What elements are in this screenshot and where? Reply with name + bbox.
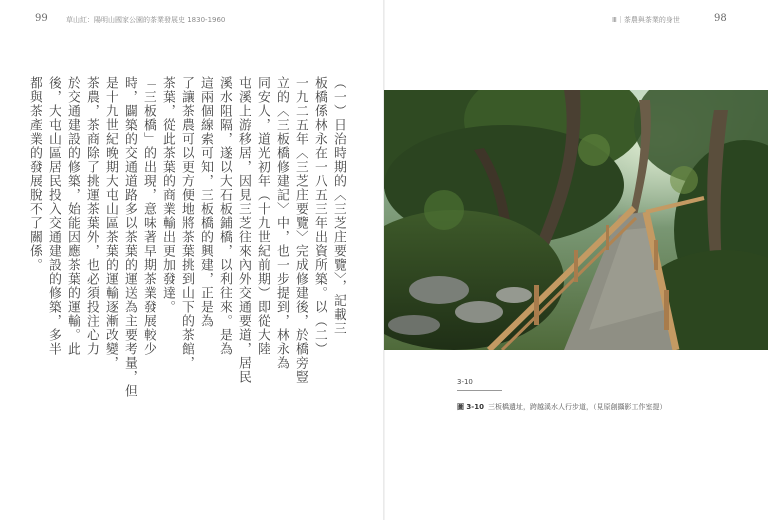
left-running-title: 草山紅：陽明山國家公園的茶業發展史 1830-1960 — [66, 16, 226, 24]
body-column: 是十九世紀晚期大屯山區茶葉的運輸逐漸改變， — [103, 76, 118, 370]
body-column: 屯溪上游移居，因見三芝往來內外交通要道，居民 — [236, 76, 251, 384]
body-column: 溪水阻隔，遂以大石板鋪橋，以利往來。是為 — [217, 76, 232, 356]
caption-divider — [457, 390, 502, 391]
body-column: 都與茶產業的發展脫不了關係。 — [27, 76, 42, 272]
body-column: 茶葉，從此茶葉的商業輸出更加發達。 — [160, 76, 175, 314]
right-running-title: Ⅲ｜茶農與茶業的身世 — [612, 16, 680, 24]
body-column: 後，大屯山區居民投入交通建設的修築，多半 — [46, 76, 61, 356]
body-column: （一）日治時期的〈三芝庄要覽〉，記載三 — [331, 76, 346, 336]
left-page-number: 99 — [35, 13, 48, 24]
figure-caption — [457, 402, 666, 412]
body-column: 一九二五年〈三芝庄要覽〉完成修建後，於橋旁豎 — [293, 76, 308, 384]
figure-label: 圖 3-10 — [457, 403, 484, 411]
figure-caption-text: 三板橋遺址，跨越溪水人行步道，（見原創攝影工作室提） — [487, 403, 667, 411]
right-page-number: 98 — [714, 13, 727, 24]
body-column: 這兩個線索可知，三板橋的興建，正是為 — [198, 76, 213, 328]
body-column: 同安人，道光初年（十九世紀前期）即從大陸 — [255, 76, 270, 356]
body-column: 板橋係林永在一八五三年出資所築。以（二） — [312, 76, 327, 356]
forest-boardwalk-photo — [384, 90, 768, 350]
body-column: 於交通建設的修築，始能因應茶葉的運輸。此 — [65, 76, 80, 356]
body-column: 立的〈三板橋修建記〉中，也一步提到，林永為 — [274, 76, 289, 370]
body-column: 茶農，茶商除了挑運茶葉外，也必須投注心力 — [84, 76, 99, 356]
body-column: 時，闢築的交通道路多以茶葉的運送為主要考量，但 — [122, 76, 137, 398]
body-column: 了讓茶農可以更方便地將茶葉挑到山下的茶館， — [179, 76, 194, 370]
figure-number: 3-10 — [457, 378, 473, 386]
body-column: 「三板橋」的出現，意味著早期茶業發展較少 — [141, 76, 156, 356]
